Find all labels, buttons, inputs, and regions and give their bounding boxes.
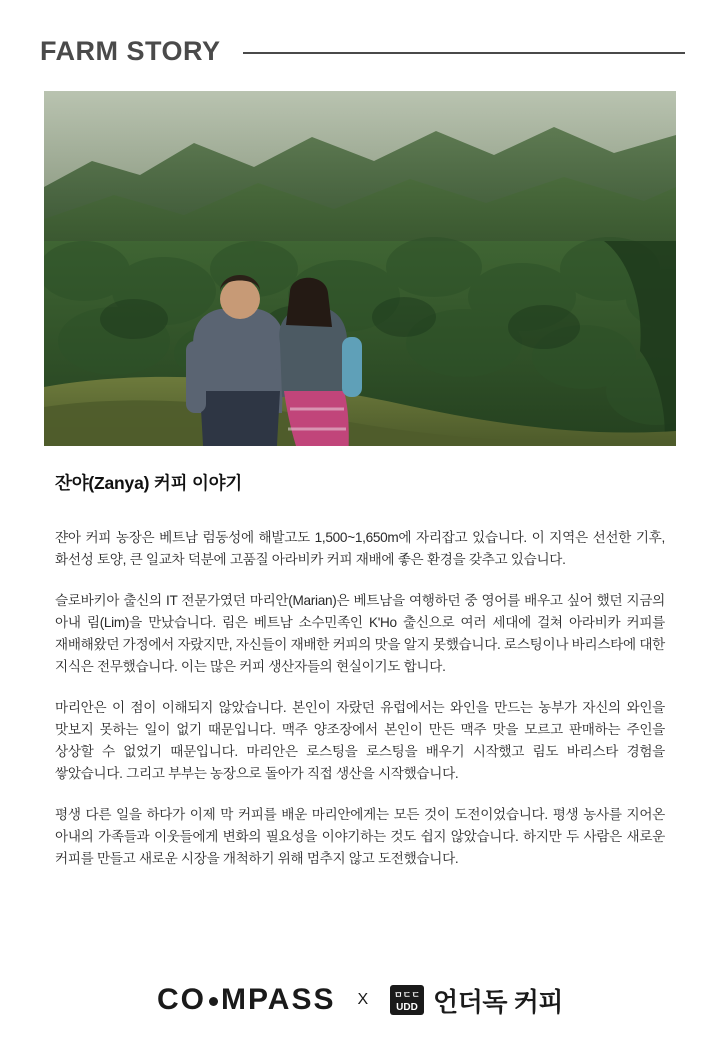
article-paragraph-1: 쟌아 커피 농장은 베트남 럼동성에 해발고도 1,500~1,650m에 자리잡고 있습니다. 이 지역은 선선한 기후, 화선성 토양, 큰 일교차 덕분에 고품질 아라비카 커피 재배에 좋은 환경을 갖추고 있습니다. [55,530,665,568]
svg-text:ㅁㄷㄷ: ㅁㄷㄷ [394,990,421,1000]
svg-text:UDD: UDD [396,1002,418,1013]
article-body [55,470,665,870]
compass-dot-icon [209,997,218,1006]
udd-monogram-icon [390,985,424,1015]
article-title: 잔야(Zanya) 커피 이야기 [55,473,243,493]
farm-photo-image [44,91,676,446]
page-title: FARM STORY [40,35,221,66]
compass-logo-text-after: MPASS [221,983,336,1016]
collab-separator: X [357,991,369,1008]
underdog-logo [390,982,563,1019]
footer-logos [0,975,720,1025]
compass-logo [157,983,335,1017]
page-header [40,30,685,72]
header-divider [243,52,685,54]
underdog-logo-text: 언더독 커피 [433,986,563,1017]
compass-logo-text-before: CO [157,983,207,1016]
article-paragraph-4: 평생 다른 일을 하다가 이제 막 커피를 배운 마리안에게는 모든 것이 도전이었습니다. 평생 농사를 지어온 아내의 가족들과 이웃들에게 변화의 필요성을 이야기하는 것도 쉽지 않았습니다. 하지만 두 사람은 새로운 커피를 만들고 새로운 시장을 개척하기 위해 멈추지 않고 도전했습니다. [55,807,665,867]
article-paragraph-2: 슬로바키아 출신의 IT 전문가였던 마리안(Marian)은 베트남을 여행하던 중 영어를 배우고 싶어 했던 지금의 아내 림(Lim)을 만났습니다. 림은 베트남 소수민족인 K'Ho 출신으로 여러 세대에 걸쳐 아라비카 커피를 재배해왔던 가정에서 자랐지만, 자신들이 재배한 커피의 맛을 알지 못했습니다. 로스팅이나 바리스타에 대한 지식은 전무했습니다. 이는 많은 커피 생산자들의 현실이기도 합니다. [55,593,665,675]
article-paragraph-3: 마리안은 이 점이 이해되지 않았습니다. 본인이 자랐던 유럽에서는 와인을 만드는 농부가 자신의 와인을 맛보지 못하는 일이 없기 때문입니다. 맥주 양조장에서 본인이 만든 맥주 맛을 모르고 판매하는 주인을 상상할 수 없었기 때문입니다. 마리안은 로스팅을 로스팅을 배우기 시작했고 림도 바리스타 경험을 쌓았습니다. 그리고 부부는 농장으로 돌아가 직접 생산을 시작했습니다. [55,700,665,782]
farm-photo [44,91,676,446]
